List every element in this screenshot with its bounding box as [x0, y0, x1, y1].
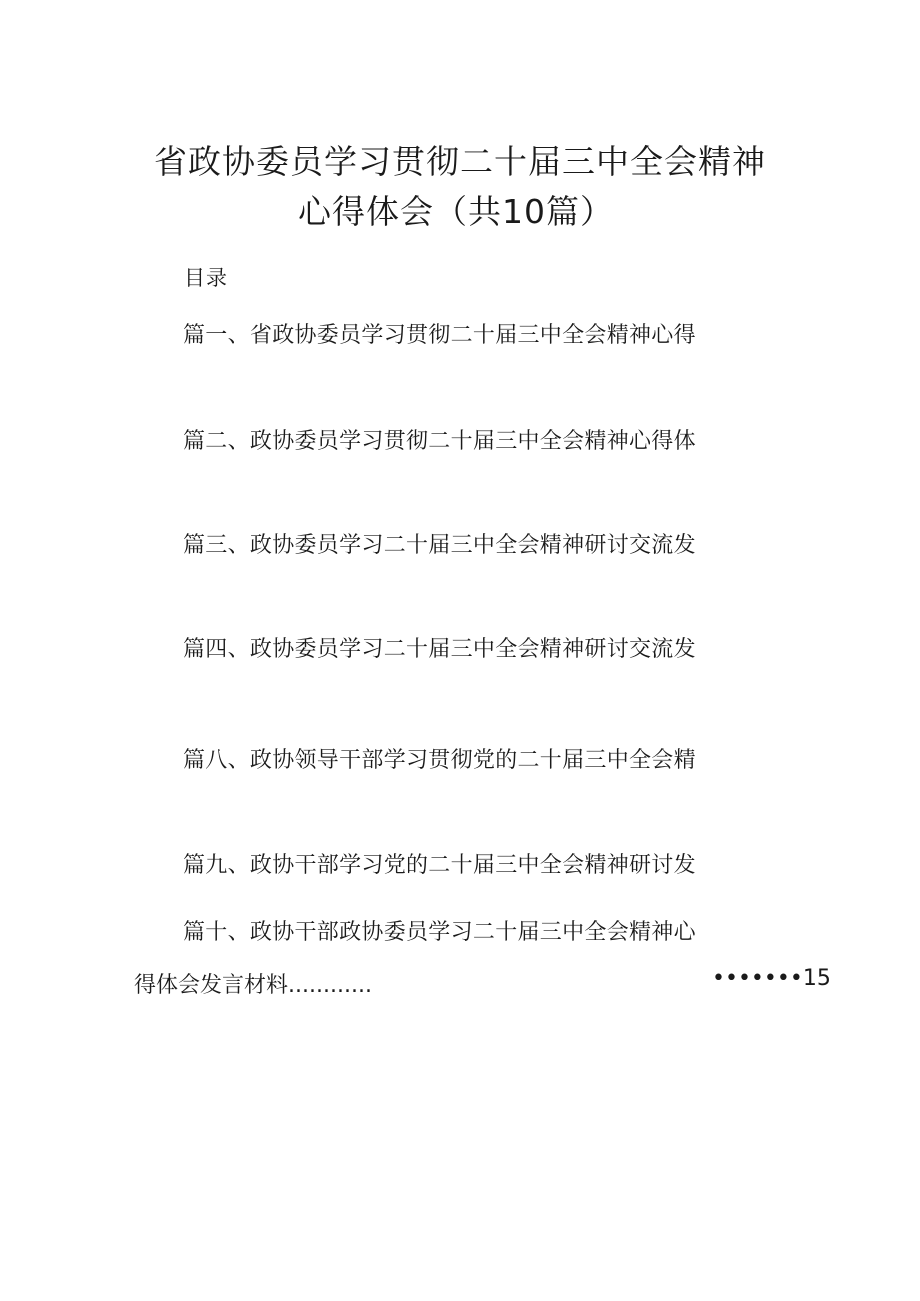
toc-dot-leader: ............ — [288, 973, 372, 998]
toc-entry-10-continuation[interactable] — [134, 968, 372, 999]
document-title-line-1: 省政协委员学习贯彻二十届三中全会精神 — [154, 142, 766, 181]
toc-entry-3[interactable]: 篇三、政协委员学习二十届三中全会精神研讨交流发 — [183, 533, 696, 558]
toc-entry-10[interactable]: 篇十、政协干部政协委员学习二十届三中全会精神心 — [183, 920, 696, 945]
toc-entry-10-continuation-text: 得体会发言材料 — [134, 973, 289, 998]
toc-entry-8[interactable]: 篇八、政协领导干部学习贯彻党的二十届三中全会精 — [183, 748, 696, 773]
toc-page-leader: ••••••• — [712, 966, 803, 991]
toc-entry-2[interactable]: 篇二、政协委员学习贯彻二十届三中全会精神心得体 — [183, 429, 696, 454]
toc-page-number: 15 — [802, 966, 831, 991]
toc-page-number-block[interactable] — [712, 966, 831, 991]
toc-entry-4[interactable]: 篇四、政协委员学习二十届三中全会精神研讨交流发 — [183, 637, 696, 662]
document-title-line-2: 心得体会（共10篇） — [298, 192, 614, 231]
toc-heading: 目录 — [184, 266, 228, 290]
toc-entry-9[interactable]: 篇九、政协干部学习党的二十届三中全会精神研讨发 — [183, 853, 696, 878]
toc-entry-1[interactable]: 篇一、省政协委员学习贯彻二十届三中全会精神心得 — [183, 323, 696, 348]
